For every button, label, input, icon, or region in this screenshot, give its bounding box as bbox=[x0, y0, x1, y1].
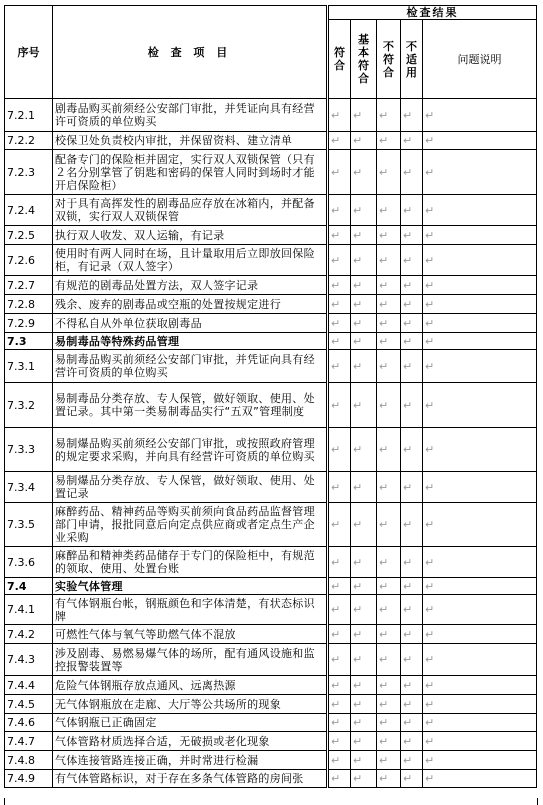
cell-basic-conform[interactable]: ↵ bbox=[351, 428, 377, 472]
cell-note[interactable]: ↵ bbox=[423, 132, 537, 150]
header-result: 检查结果 bbox=[328, 6, 537, 20]
cell-basic-conform[interactable]: ↵ bbox=[351, 333, 377, 350]
row-number: 7.4.9 bbox=[5, 770, 53, 788]
cell-basic-conform[interactable]: ↵ bbox=[351, 99, 377, 132]
cell-note[interactable]: ↵ bbox=[423, 383, 537, 428]
cell-nonconform[interactable]: ↵ bbox=[377, 333, 401, 350]
cell-conform[interactable]: ↵ bbox=[328, 695, 351, 714]
table-row bbox=[5, 625, 537, 644]
table-row bbox=[5, 428, 537, 472]
cell-note[interactable]: ↵ bbox=[423, 99, 537, 132]
cell-nonconform[interactable]: ↵ bbox=[377, 625, 401, 644]
cell-not-applicable[interactable]: ↵ bbox=[401, 150, 423, 195]
row-number: 7.2.3 bbox=[5, 150, 53, 195]
check-item-text: 易制毒品购买前须经公安部门审批，并凭证向具有经营许可资质的单位购买 bbox=[53, 350, 328, 383]
cell-not-applicable[interactable]: ↵ bbox=[401, 195, 423, 226]
cell-not-applicable[interactable]: ↵ bbox=[401, 595, 423, 625]
cell-basic-conform[interactable]: ↵ bbox=[351, 245, 377, 276]
row-number: 7.2.4 bbox=[5, 195, 53, 226]
cell-nonconform[interactable]: ↵ bbox=[377, 295, 401, 314]
check-item-text: 使用时有两人同时在场，且计量取用后立即放回保险柜，有记录（双人签字） bbox=[53, 245, 328, 276]
cell-conform[interactable]: ↵ bbox=[328, 195, 351, 226]
cell-not-applicable[interactable]: ↵ bbox=[401, 472, 423, 503]
cell-not-applicable[interactable]: ↵ bbox=[401, 226, 423, 245]
header-not-applicable: 不适用 bbox=[401, 20, 423, 99]
cell-not-applicable[interactable]: ↵ bbox=[401, 295, 423, 314]
cell-not-applicable[interactable]: ↵ bbox=[401, 428, 423, 472]
cell-nonconform[interactable]: ↵ bbox=[377, 751, 401, 770]
cell-nonconform[interactable]: ↵ bbox=[377, 503, 401, 547]
cell-nonconform[interactable]: ↵ bbox=[377, 99, 401, 132]
cell-basic-conform[interactable]: ↵ bbox=[351, 695, 377, 714]
row-number: 7.2.1 bbox=[5, 99, 53, 132]
check-item-text: 易制毒品分类存放、专人保管，做好领取、使用、处置记录。其中第一类易制毒品实行“五双”管理制度 bbox=[53, 383, 328, 428]
checklist-body bbox=[5, 99, 537, 788]
cell-basic-conform[interactable]: ↵ bbox=[351, 276, 377, 295]
check-item-text: 剧毒品购买前须经公安部门审批，并凭证向具有经营许可资质的单位购买 bbox=[53, 99, 328, 132]
row-number: 7.4.3 bbox=[5, 644, 53, 676]
cell-basic-conform[interactable]: ↵ bbox=[351, 503, 377, 547]
check-item-text: 易制爆品分类存放、专人保管，做好领取、使用、处置记录 bbox=[53, 472, 328, 503]
table-continuation bbox=[4, 798, 538, 805]
table-row bbox=[5, 314, 537, 333]
table-row bbox=[5, 644, 537, 676]
cell-nonconform[interactable]: ↵ bbox=[377, 547, 401, 578]
cell-note[interactable]: ↵ bbox=[423, 695, 537, 714]
cell-not-applicable[interactable]: ↵ bbox=[401, 625, 423, 644]
row-number: 7.2.7 bbox=[5, 276, 53, 295]
cell-nonconform[interactable]: ↵ bbox=[377, 644, 401, 676]
cell-nonconform[interactable]: ↵ bbox=[377, 770, 401, 788]
cell-nonconform[interactable]: ↵ bbox=[377, 595, 401, 625]
cell-nonconform[interactable]: ↵ bbox=[377, 695, 401, 714]
row-number: 7.2.9 bbox=[5, 314, 53, 333]
cell-not-applicable[interactable]: ↵ bbox=[401, 732, 423, 751]
cell-note[interactable]: ↵ bbox=[423, 714, 537, 732]
table-row bbox=[5, 99, 537, 132]
row-number: 7.3.4 bbox=[5, 472, 53, 503]
cell-note[interactable]: ↵ bbox=[423, 676, 537, 695]
check-item-text: 危险气体钢瓶存放点通风、远离热源 bbox=[53, 676, 328, 695]
table-row bbox=[5, 770, 537, 788]
cell-nonconform[interactable]: ↵ bbox=[377, 195, 401, 226]
row-number: 7.4.8 bbox=[5, 751, 53, 770]
cell-conform[interactable]: ↵ bbox=[328, 751, 351, 770]
cell-conform[interactable]: ↵ bbox=[328, 226, 351, 245]
cell-basic-conform[interactable]: ↵ bbox=[351, 350, 377, 383]
cell-nonconform[interactable]: ↵ bbox=[377, 383, 401, 428]
cell-basic-conform[interactable]: ↵ bbox=[351, 132, 377, 150]
cell-conform[interactable]: ↵ bbox=[328, 644, 351, 676]
cell-basic-conform[interactable]: ↵ bbox=[351, 578, 377, 595]
cell-nonconform[interactable]: ↵ bbox=[377, 472, 401, 503]
cell-note[interactable]: ↵ bbox=[423, 644, 537, 676]
section-row bbox=[5, 333, 537, 350]
table-row bbox=[5, 503, 537, 547]
cell-conform[interactable]: ↵ bbox=[328, 276, 351, 295]
cell-basic-conform[interactable]: ↵ bbox=[351, 226, 377, 245]
cell-conform[interactable]: ↵ bbox=[328, 547, 351, 578]
cell-not-applicable[interactable]: ↵ bbox=[401, 547, 423, 578]
cell-nonconform[interactable]: ↵ bbox=[377, 676, 401, 695]
cell-not-applicable[interactable]: ↵ bbox=[401, 314, 423, 333]
cell-note[interactable]: ↵ bbox=[423, 625, 537, 644]
check-item-text: 无气体钢瓶放在走廊、大厅等公共场所的现象 bbox=[53, 695, 328, 714]
check-item-text: 有规范的剧毒品处置方法，双人签字记录 bbox=[53, 276, 328, 295]
header-basic-conform: 基本符合 bbox=[351, 20, 377, 99]
cell-not-applicable[interactable]: ↵ bbox=[401, 276, 423, 295]
row-number: 7.3.5 bbox=[5, 503, 53, 547]
cell-not-applicable[interactable]: ↵ bbox=[401, 132, 423, 150]
header-note: 问题说明 bbox=[423, 20, 537, 99]
check-item-text: 残余、废弃的剧毒品或空瓶的处置按规定进行 bbox=[53, 295, 328, 314]
cell-not-applicable[interactable]: ↵ bbox=[401, 245, 423, 276]
cell-note[interactable]: ↵ bbox=[423, 578, 537, 595]
check-item-text: 执行双人收发、双人运输，有记录 bbox=[53, 226, 328, 245]
cell-not-applicable[interactable]: ↵ bbox=[401, 676, 423, 695]
row-number: 7.3.3 bbox=[5, 428, 53, 472]
cell-note[interactable]: ↵ bbox=[423, 595, 537, 625]
cell-nonconform[interactable]: ↵ bbox=[377, 245, 401, 276]
cell-conform[interactable]: ↵ bbox=[328, 383, 351, 428]
row-number: 7.4.7 bbox=[5, 732, 53, 751]
header-nonconform: 不符合 bbox=[377, 20, 401, 99]
row-number: 7.2.5 bbox=[5, 226, 53, 245]
row-number: 7.4.1 bbox=[5, 595, 53, 625]
cell-conform[interactable]: ↵ bbox=[328, 595, 351, 625]
row-number: 7.4.5 bbox=[5, 695, 53, 714]
check-item-text: 麻醉药品、精神药品等购买前须向食品药品监督管理部门申请，报批同意后向定点供应商或者定点生产企业采购 bbox=[53, 503, 328, 547]
row-number: 7.4.6 bbox=[5, 714, 53, 732]
cell-note[interactable]: ↵ bbox=[423, 150, 537, 195]
section-title: 实验气体管理 bbox=[53, 578, 328, 595]
table-row bbox=[5, 547, 537, 578]
cell-conform[interactable]: ↵ bbox=[328, 578, 351, 595]
cell-basic-conform[interactable]: ↵ bbox=[351, 383, 377, 428]
cell-basic-conform[interactable]: ↵ bbox=[351, 732, 377, 751]
cell-not-applicable[interactable]: ↵ bbox=[401, 714, 423, 732]
table-row bbox=[5, 695, 537, 714]
cell-conform[interactable]: ↵ bbox=[328, 150, 351, 195]
cell-basic-conform[interactable]: ↵ bbox=[351, 625, 377, 644]
cell-note[interactable]: ↵ bbox=[423, 547, 537, 578]
check-item-text: 校保卫处负责校内审批，并保留资料、建立清单 bbox=[53, 132, 328, 150]
check-item-text: 麻醉品和精神类药品储存于专门的保险柜中，有规范的领取、使用、处置台账 bbox=[53, 547, 328, 578]
cell-not-applicable[interactable]: ↵ bbox=[401, 503, 423, 547]
cell-basic-conform[interactable]: ↵ bbox=[351, 472, 377, 503]
table-row bbox=[5, 732, 537, 751]
check-item-text: 涉及剧毒、易燃易爆气体的场所，配有通风设施和监控报警装置等 bbox=[53, 644, 328, 676]
row-number: 7.4.2 bbox=[5, 625, 53, 644]
cell-conform[interactable]: ↵ bbox=[328, 295, 351, 314]
cell-note[interactable]: ↵ bbox=[423, 295, 537, 314]
cell-basic-conform[interactable]: ↵ bbox=[351, 751, 377, 770]
cell-conform[interactable]: ↵ bbox=[328, 770, 351, 788]
table-row bbox=[5, 350, 537, 383]
cell-not-applicable[interactable]: ↵ bbox=[401, 695, 423, 714]
cell-note[interactable]: ↵ bbox=[423, 428, 537, 472]
table-row bbox=[5, 714, 537, 732]
cell-conform[interactable]: ↵ bbox=[328, 99, 351, 132]
cell-basic-conform[interactable]: ↵ bbox=[351, 595, 377, 625]
section-row bbox=[5, 578, 537, 595]
checklist-table bbox=[4, 5, 537, 788]
cell-nonconform[interactable]: ↵ bbox=[377, 714, 401, 732]
table-row bbox=[5, 226, 537, 245]
table-row bbox=[5, 383, 537, 428]
cell-note[interactable]: ↵ bbox=[423, 503, 537, 547]
cell-not-applicable[interactable]: ↵ bbox=[401, 333, 423, 350]
cell-not-applicable[interactable]: ↵ bbox=[401, 578, 423, 595]
cell-conform[interactable]: ↵ bbox=[328, 625, 351, 644]
cell-note[interactable]: ↵ bbox=[423, 732, 537, 751]
cell-basic-conform[interactable]: ↵ bbox=[351, 676, 377, 695]
cell-conform[interactable]: ↵ bbox=[328, 350, 351, 383]
table-row bbox=[5, 595, 537, 625]
cell-note[interactable]: ↵ bbox=[423, 245, 537, 276]
cell-nonconform[interactable]: ↵ bbox=[377, 150, 401, 195]
cell-basic-conform[interactable]: ↵ bbox=[351, 714, 377, 732]
cell-not-applicable[interactable]: ↵ bbox=[401, 770, 423, 788]
cell-note[interactable]: ↵ bbox=[423, 314, 537, 333]
cell-nonconform[interactable]: ↵ bbox=[377, 132, 401, 150]
cell-not-applicable[interactable]: ↵ bbox=[401, 350, 423, 383]
row-number: 7.2.8 bbox=[5, 295, 53, 314]
table-row bbox=[5, 295, 537, 314]
cell-conform[interactable]: ↵ bbox=[328, 472, 351, 503]
cell-not-applicable[interactable]: ↵ bbox=[401, 383, 423, 428]
cell-note[interactable]: ↵ bbox=[423, 333, 537, 350]
table-row bbox=[5, 276, 537, 295]
row-number: 7.3.6 bbox=[5, 547, 53, 578]
row-number: 7.4 bbox=[5, 578, 53, 595]
cell-nonconform[interactable]: ↵ bbox=[377, 314, 401, 333]
cell-conform[interactable]: ↵ bbox=[328, 503, 351, 547]
cell-note[interactable]: ↵ bbox=[423, 472, 537, 503]
cell-conform[interactable]: ↵ bbox=[328, 333, 351, 350]
cell-not-applicable[interactable]: ↵ bbox=[401, 644, 423, 676]
table-row bbox=[5, 676, 537, 695]
cell-conform[interactable]: ↵ bbox=[328, 732, 351, 751]
row-number: 7.3.2 bbox=[5, 383, 53, 428]
row-number: 7.2.6 bbox=[5, 245, 53, 276]
cell-basic-conform[interactable]: ↵ bbox=[351, 770, 377, 788]
check-item-text: 对于具有高挥发性的剧毒品应存放在冰箱内，并配备双锁，实行双人双锁保管 bbox=[53, 195, 328, 226]
table-row bbox=[5, 751, 537, 770]
check-item-text: 有气体钢瓶台帐，钢瓶颜色和字体清楚，有状态标识牌 bbox=[53, 595, 328, 625]
cell-note[interactable]: ↵ bbox=[423, 276, 537, 295]
cell-not-applicable[interactable]: ↵ bbox=[401, 99, 423, 132]
check-item-text: 可燃性气体与氧气等助燃气体不混放 bbox=[53, 625, 328, 644]
header-item: 检 查 项 目 bbox=[53, 6, 328, 99]
cell-nonconform[interactable]: ↵ bbox=[377, 578, 401, 595]
table-row bbox=[5, 150, 537, 195]
cell-nonconform[interactable]: ↵ bbox=[377, 276, 401, 295]
cell-basic-conform[interactable]: ↵ bbox=[351, 547, 377, 578]
cell-conform[interactable]: ↵ bbox=[328, 714, 351, 732]
cell-basic-conform[interactable]: ↵ bbox=[351, 195, 377, 226]
cell-note[interactable]: ↵ bbox=[423, 350, 537, 383]
check-item-text: 气体连接管路连接正确，并时常进行检漏 bbox=[53, 751, 328, 770]
cell-basic-conform[interactable]: ↵ bbox=[351, 295, 377, 314]
cell-conform[interactable]: ↵ bbox=[328, 428, 351, 472]
cell-nonconform[interactable]: ↵ bbox=[377, 350, 401, 383]
row-number: 7.3 bbox=[5, 333, 53, 350]
cell-note[interactable]: ↵ bbox=[423, 770, 537, 788]
row-number: 7.3.1 bbox=[5, 350, 53, 383]
cell-basic-conform[interactable]: ↵ bbox=[351, 644, 377, 676]
cell-conform[interactable]: ↵ bbox=[328, 132, 351, 150]
table-row bbox=[5, 245, 537, 276]
cell-basic-conform[interactable]: ↵ bbox=[351, 150, 377, 195]
check-item-text: 气体管路材质选择合适，无破损或老化现象 bbox=[53, 732, 328, 751]
cell-nonconform[interactable]: ↵ bbox=[377, 428, 401, 472]
section-title: 易制毒品等特殊药品管理 bbox=[53, 333, 328, 350]
cell-conform[interactable]: ↵ bbox=[328, 314, 351, 333]
table-row bbox=[5, 472, 537, 503]
cell-note[interactable]: ↵ bbox=[423, 751, 537, 770]
cell-note[interactable]: ↵ bbox=[423, 226, 537, 245]
row-number: 7.2.2 bbox=[5, 132, 53, 150]
table-row bbox=[5, 132, 537, 150]
check-item-text: 有气体管路标识，对于存在多条气体管路的房间张 bbox=[53, 770, 328, 788]
cell-conform[interactable]: ↵ bbox=[328, 676, 351, 695]
cell-not-applicable[interactable]: ↵ bbox=[401, 751, 423, 770]
header-index: 序号 bbox=[5, 6, 53, 99]
check-item-text: 配备专门的保险柜并固定，实行双人双锁保管（只有２名分别掌管了钥匙和密码的保管人同时到场时才能开启保险柜） bbox=[53, 150, 328, 195]
check-item-text: 易制爆品购买前须经公安部门审批，或按照政府管理的规定要求采购，并向具有经营许可资质的单位购买 bbox=[53, 428, 328, 472]
table-row bbox=[5, 195, 537, 226]
check-item-text: 不得私自从外单位获取剧毒品 bbox=[53, 314, 328, 333]
cell-conform[interactable]: ↵ bbox=[328, 245, 351, 276]
cell-note[interactable]: ↵ bbox=[423, 195, 537, 226]
row-number: 7.4.4 bbox=[5, 676, 53, 695]
header-conform: 符合 bbox=[328, 20, 351, 99]
cell-nonconform[interactable]: ↵ bbox=[377, 226, 401, 245]
check-item-text: 气体钢瓶已正确固定 bbox=[53, 714, 328, 732]
cell-basic-conform[interactable]: ↵ bbox=[351, 314, 377, 333]
cell-nonconform[interactable]: ↵ bbox=[377, 732, 401, 751]
